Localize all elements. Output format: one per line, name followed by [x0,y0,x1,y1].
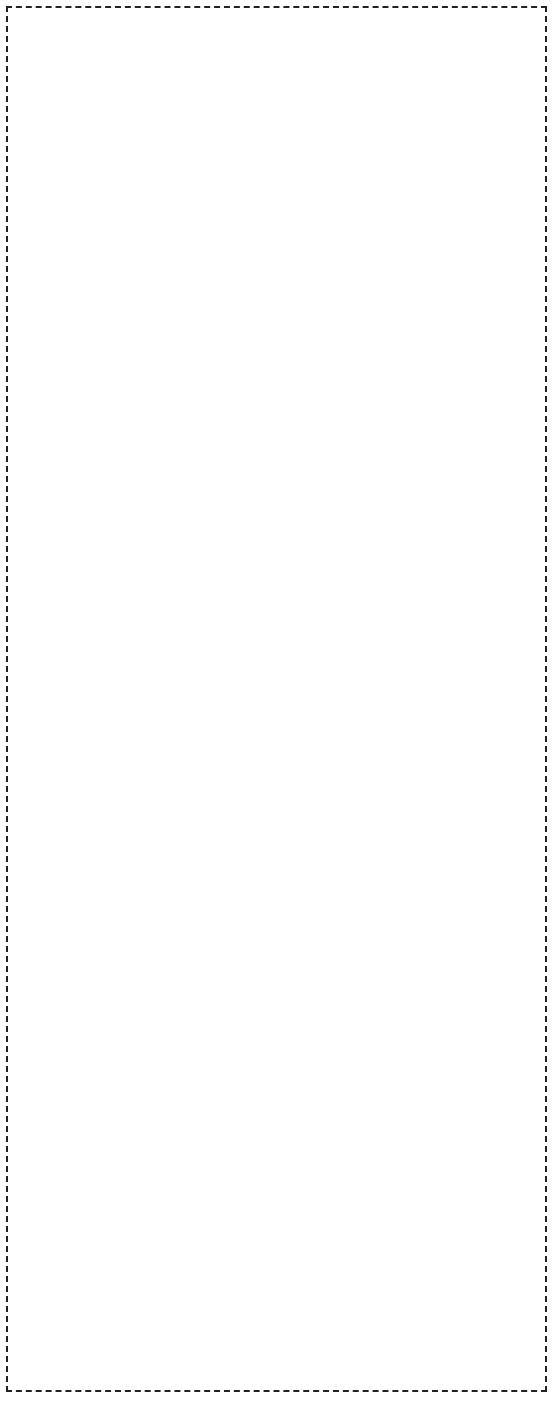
notice-title [22,22,531,42]
notice-paragraph-11 [22,308,531,326]
notice-paragraph-10 [22,282,531,300]
notice-paragraph-6 [22,178,531,196]
notice-paragraph-12 [22,334,531,352]
notice-paragraph-2 [22,74,531,92]
notice-paragraph-3 [22,100,531,118]
notice-paragraph-5 [22,152,531,170]
notice-signature [22,1352,531,1372]
notice-date-line [22,386,531,404]
notice-paragraph-13 [22,360,531,378]
notice-paragraph-8 [22,230,531,248]
notice-frame [6,6,547,1392]
notice-paragraph-7 [22,204,531,222]
notice-paragraph-1 [22,48,531,66]
notice-content [22,22,531,404]
notice-paragraph-4 [22,126,531,144]
notice-paragraph-9 [22,256,531,274]
